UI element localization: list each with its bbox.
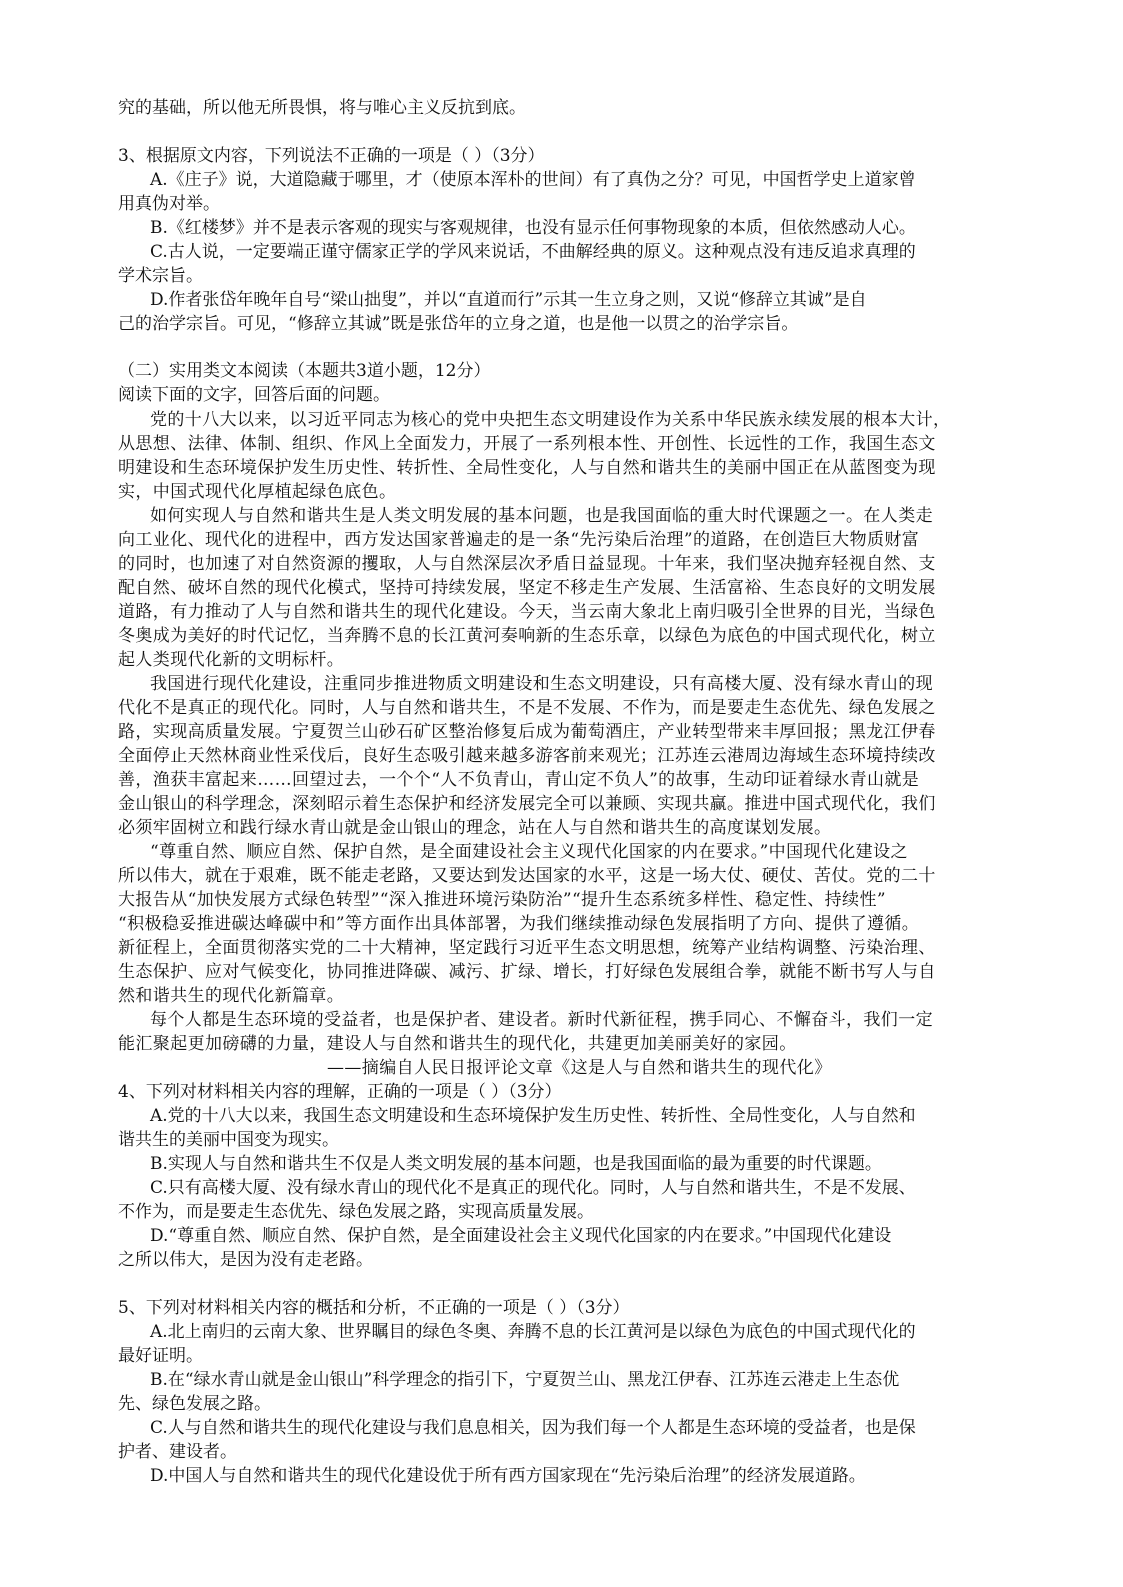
q4-option-d-line1: D.“尊重自然、顺应自然、保护自然，是全面建设社会主义现代化国家的内在要求。”中国现代化建设 xyxy=(150,1226,892,1246)
passage-line: 的同时，也加速了对自然资源的攫取，人与自然深层次矛盾日益显现。十年来，我们坚决抛弃轻视自然、支 xyxy=(118,554,936,574)
q5-option-c-line2: 护者、建设者。 xyxy=(118,1442,237,1462)
passage-line: 每个人都是生态环境的受益者，也是保护者、建设者。新时代新征程，携手同心、不懈奋斗，我们一定 xyxy=(150,1010,933,1030)
prev-answer-tail: 究的基础，所以他无所畏惧，将与唯心主义反抗到底。 xyxy=(118,98,526,118)
passage-line: 大报告从“加快发展方式绿色转型”“深入推进环境污染防治”“提升生态系统多样性、稳定性、持续性” xyxy=(118,890,886,910)
q3-option-d-line1: D.作者张岱年晚年自号“梁山拙叟”，并以“直道而行”示其一生立身之则，又说“修辞立其诚”是自 xyxy=(150,290,867,310)
q3-option-a-line1: A.《庄子》说，大道隐藏于哪里，才（使原本浑朴的世间）有了真伪之分？可见，中国哲学史上道家曾 xyxy=(150,170,916,190)
q5-option-a-line2: 最好证明。 xyxy=(118,1346,203,1366)
q3-stem: 3、根据原文内容，下列说法不正确的一项是（ ）（3分） xyxy=(118,146,545,166)
q4-option-c-line1: C.只有高楼大厦、没有绿水青山的现代化不是真正的现代化。同时，人与自然和谐共生，不是不发展、 xyxy=(150,1178,916,1198)
q3-option-b-line1: B.《红楼梦》并不是表示客观的现实与客观规律，也没有显示任何事物现象的本质，但依然感动人心。 xyxy=(150,218,916,238)
passage-line: 我国进行现代化建设，注重同步推进物质文明建设和生态文明建设，只有高楼大厦、没有绿水青山的现 xyxy=(150,674,933,694)
q5-option-b-line2: 先、绿色发展之路。 xyxy=(118,1394,271,1414)
passage-line: 然和谐共生的现代化新篇章。 xyxy=(118,986,345,1006)
q4-stem: 4、下列对材料相关内容的理解，正确的一项是（ ）（3分） xyxy=(118,1082,562,1102)
passage-line: “积极稳妥推进碳达峰碳中和”等方面作出具体部署，为我们继续推动绿色发展指明了方向、提供了遵循。 xyxy=(118,914,920,934)
passage-line: 配自然、破坏自然的现代化模式，坚持可持续发展，坚定不移走生产发展、生活富裕、生态良好的文明发展 xyxy=(118,578,936,598)
section-instruction: 阅读下面的文字，回答后面的问题。 xyxy=(118,385,390,405)
q3-option-a-line2: 用真伪对举。 xyxy=(118,194,220,214)
passage-line: 明建设和生态环境保护发生历史性、转折性、全局性变化，人与自然和谐共生的美丽中国正在从蓝图变为现 xyxy=(118,458,936,478)
q5-option-a-line1: A.北上南归的云南大象、世界瞩目的绿色冬奥、奔腾不息的长江黄河是以绿色为底色的中国式现代化的 xyxy=(150,1322,916,1342)
q3-option-c-line1: C.古人说，一定要端正谨守儒家正学的学风来说话，不曲解经典的原义。这种观点没有违反追求真理的 xyxy=(150,242,916,262)
passage-line: “尊重自然、顺应自然、保护自然，是全面建设社会主义现代化国家的内在要求。”中国现代化建设之 xyxy=(150,842,908,862)
passage-line: 能汇聚起更加磅礴的力量，建设人与自然和谐共生的现代化，共建更加美丽美好的家园。 xyxy=(118,1034,797,1054)
passage-line: 所以伟大，就在于艰难，既不能走老路，又要达到发达国家的水平，这是一场大仗、硬仗、苦仗。党的二十 xyxy=(118,866,936,886)
passage-source: ——摘编自人民日报评论文章《这是人与自然和谐共生的现代化》 xyxy=(327,1058,832,1078)
passage-line: 冬奥成为美好的时代记忆，当奔腾不息的长江黄河奏响新的生态乐章，以绿色为底色的中国式现代化，树立 xyxy=(118,626,936,646)
passage-line: 金山银山的科学理念，深刻昭示着生态保护和经济发展完全可以兼顾、实现共赢。推进中国式现代化，我们 xyxy=(118,794,936,814)
passage-line: 向工业化、现代化的进程中，西方发达国家普遍走的是一条“先污染后治理”的道路，在创造巨大物质财富 xyxy=(118,530,920,550)
q3-option-d-line2: 己的治学宗旨。可见，“修辞立其诚”既是张岱年的立身之道，也是他一以贯之的治学宗旨。 xyxy=(118,314,799,334)
passage-line: 从思想、法律、体制、组织、作风上全面发力，开展了一系列根本性、开创性、长远性的工作，我国生态文 xyxy=(118,434,936,454)
passage-line: 新征程上，全面贯彻落实党的二十大精神，坚定践行习近平生态文明思想，统筹产业结构调整、污染治理、 xyxy=(118,938,936,958)
passage-line: 必须牢固树立和践行绿水青山就是金山银山的理念，站在人与自然和谐共生的高度谋划发展。 xyxy=(118,818,832,838)
passage-line: 如何实现人与自然和谐共生是人类文明发展的基本问题，也是我国面临的重大时代课题之一。在人类走 xyxy=(150,506,933,526)
q4-option-a-line2: 谐共生的美丽中国变为现实。 xyxy=(118,1130,339,1150)
q4-option-c-line2: 不作为，而是要走生态优先、绿色发展之路，实现高质量发展。 xyxy=(118,1202,594,1222)
q3-option-c-line2: 学术宗旨。 xyxy=(118,266,203,286)
q5-stem: 5、下列对材料相关内容的概括和分析，不正确的一项是（ ）（3分） xyxy=(118,1298,630,1318)
q5-option-b-line1: B.在“绿水青山就是金山银山”科学理念的指引下，宁夏贺兰山、黑龙江伊春、江苏连云港走上生态优 xyxy=(150,1370,900,1390)
passage-line: 实，中国式现代化厚植起绿色底色。 xyxy=(118,482,397,502)
passage-line: 路，实现高质量发展。宁夏贺兰山砂石矿区整治修复后成为葡萄酒庄，产业转型带来丰厚回报；黑龙江伊春 xyxy=(118,722,936,742)
q5-option-d-line1: D.中国人与自然和谐共生的现代化建设优于所有西方国家现在“先污染后治理”的经济发展道路。 xyxy=(150,1466,866,1486)
passage-line: 党的十八大以来，以习近平同志为核心的党中央把生态文明建设作为关系中华民族永续发展的根本大计， xyxy=(150,410,951,430)
passage-line: 全面停止天然林商业性采伐后，良好生态吸引越来越多游客前来观光；江苏连云港周边海域生态环境持续改 xyxy=(118,746,936,766)
passage-line: 道路，有力推动了人与自然和谐共生的现代化建设。今天，当云南大象北上南归吸引全世界的目光，当绿色 xyxy=(118,602,936,622)
q5-option-c-line1: C.人与自然和谐共生的现代化建设与我们息息相关，因为我们每一个人都是生态环境的受益者，也是保 xyxy=(150,1418,916,1438)
passage-line: 代化不是真正的现代化。同时，人与自然和谐共生，不是不发展、不作为，而是要走生态优先、绿色发展之 xyxy=(118,698,936,718)
q4-option-b-line1: B.实现人与自然和谐共生不仅是人类文明发展的基本问题，也是我国面临的最为重要的时代课题。 xyxy=(150,1154,882,1174)
passage-line: 善，渔获丰富起来……回望过去，一个个“人不负青山，青山定不负人”的故事，生动印证着绿水青山就是 xyxy=(118,770,920,790)
q4-option-a-line1: A.党的十八大以来，我国生态文明建设和生态环境保护发生历史性、转折性、全局性变化，人与自然和 xyxy=(150,1106,916,1126)
passage-line: 生态保护、应对气候变化，协同推进降碳、减污、扩绿、增长，打好绿色发展组合拳，就能不断书写人与自 xyxy=(118,962,936,982)
section-heading: （二）实用类文本阅读（本题共3道小题，12分） xyxy=(118,361,491,381)
passage-line: 起人类现代化新的文明标杆。 xyxy=(118,650,345,670)
q4-option-d-line2: 之所以伟大，是因为没有走老路。 xyxy=(118,1250,373,1270)
